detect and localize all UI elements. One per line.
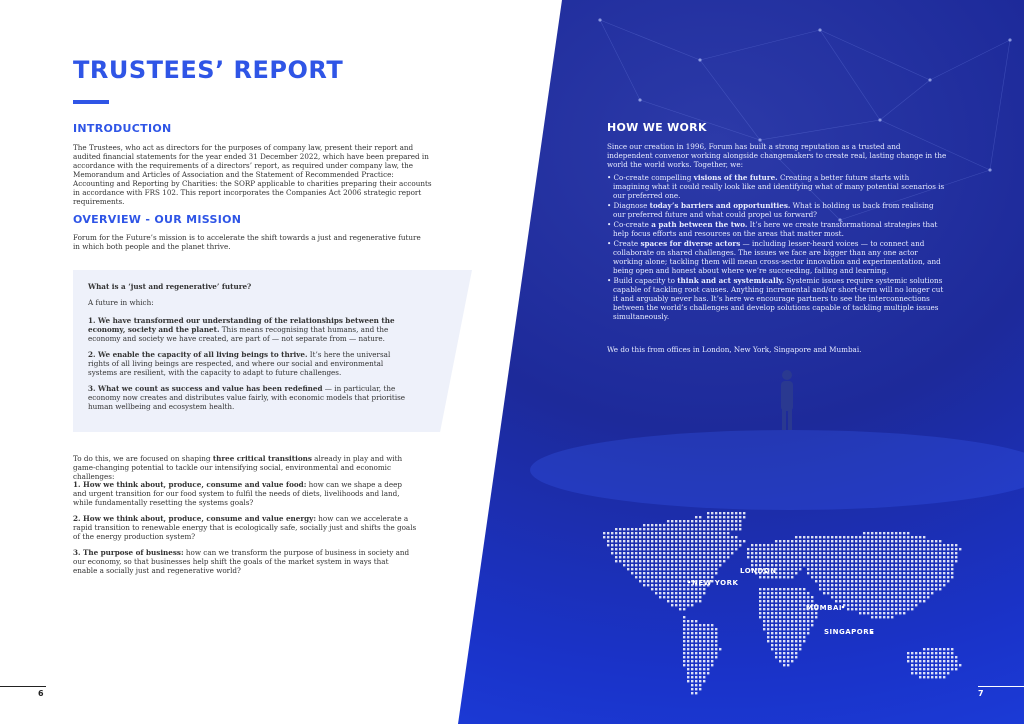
footer-rule-left [0, 686, 46, 687]
how-we-work-heading: HOW WE WORK [607, 121, 707, 134]
city-label-new-york: NEW YORK [692, 579, 739, 587]
city-label-london: LONDON [740, 567, 777, 575]
list-item: • Co-create compelling visions of the future. Creating a better future starts with imagining what it could really look like and identifying what of many potential scenarios is our preferred one. [607, 173, 947, 200]
mission-text: Forum for the Future’s mission is to accelerate the shift towards a just and regenerative future in which both people and the planet thrive. [73, 233, 421, 251]
list-item: • Build capacity to think and act systemically. Systemic issues require systemic solutions capable of tackling root causes. Anything incremental and/or short-term will no longer cut it and arguably never has. It’s here we encourage partners to see the interconnections between the world’s challenges and develop solutions capable of tackling multiple issues simultaneously. [607, 276, 947, 321]
transition-food: 1. How we think about, produce, consume and value food: how can we shape a deep and urgent transition for our food system to fulfil the needs of diets, livelihoods and land, while fundamentally resetting the systems goals? [73, 480, 402, 507]
callout-lead: A future in which: [88, 298, 154, 307]
title-underline [73, 100, 109, 104]
mission-heading: OVERVIEW - OUR MISSION [73, 213, 242, 226]
page-number-right: 7 [978, 689, 984, 698]
page-number-left: 6 [38, 689, 44, 698]
introduction-text: The Trustees, who act as directors for the purposes of company law, present their report and audited financial statements for the year ended 31 December 2022, which have been prepared in accordance with the requirements of a directors’ report, as required under company law, the Memorandum and Articles of Association and the Statement of Recommended Practice: Accounting and Reporting by Charities: the SORP applicable to charities preparing their accounts in accordance with FRS 102. This report incorporates the Companies Act 2006 strategic report requirements. [73, 143, 432, 206]
how-we-work-intro: Since our creation in 1996, Forum has built a strong reputation as a trusted and independent convenor working alongside changemakers to create real, lasting change in the world the world works. Together, we: [607, 142, 947, 169]
transition-business: 3. The purpose of business: how can we transform the purpose of business in society and our economy, so that businesses help shift the goals of the market system in ways that enable a socially just and regenerative world? [73, 548, 410, 575]
mumbai-marker [842, 606, 845, 609]
list-item: • Co-create a path between the two. It’s here we create transformational strategies that help focus efforts and resources on the areas that matter most. [607, 220, 947, 238]
callout-question: What is a ‘just and regenerative’ future? [88, 282, 252, 291]
list-item: • Diagnose today’s barriers and opportunities. What is holding us back from realising our preferred future and what could propel us forward? [607, 201, 947, 219]
offices-text: We do this from offices in London, New York, Singapore and Mumbai. [607, 345, 862, 354]
page-title: TRUSTEES’ REPORT [73, 56, 344, 84]
transition-energy: 2. How we think about, produce, consume and value energy: how can we accelerate a rapid transition to renewable energy that is ecologically safe, socially just and shifts the goals of the energy production system? [73, 514, 417, 541]
world-map [603, 512, 961, 694]
city-label-singapore: SINGAPORE [824, 628, 875, 636]
new-york-marker [688, 581, 691, 584]
list-item: • Create spaces for diverse actors — including lesser-heard voices — to connect and collaborate on shared challenges. The issues we face are bigger than any one actor working alone; tackling them will mean cross-sector innovation and experimentation, and being open and honest about where we’re succeeding, failing and learning. [607, 239, 947, 275]
how-we-work-list [607, 173, 947, 322]
introduction-heading: INTRODUCTION [73, 122, 172, 135]
callout-item-3: 3. What we count as success and value has been redefined — in particular, the economy now creates and distributes value fairly, with economic models that prioritise human wellbeing and ecosystem health. [88, 384, 406, 411]
callout-item-2: 2. We enable the capacity of all living beings to thrive. It’s here the universal rights of all living beings are respected, and where our social and environmental systems are resilient, with the capacity to adapt to future challenges. [88, 350, 391, 377]
city-label-mumbai: MUMBAI [806, 604, 842, 612]
callout-item-1: 1. We have transformed our understanding of the relationships between the economy, society and the planet. This means recognising that humans, and the economy and society we have created, are part of — not separate from — nature. [88, 316, 395, 343]
footer-rule-right [978, 686, 1024, 687]
transitions-intro: To do this, we are focused on shaping three critical transitions already in play and with game-changing potential to tackle our intensifying social, environmental and economic challenges: [73, 454, 403, 481]
person-silhouette [781, 370, 793, 430]
